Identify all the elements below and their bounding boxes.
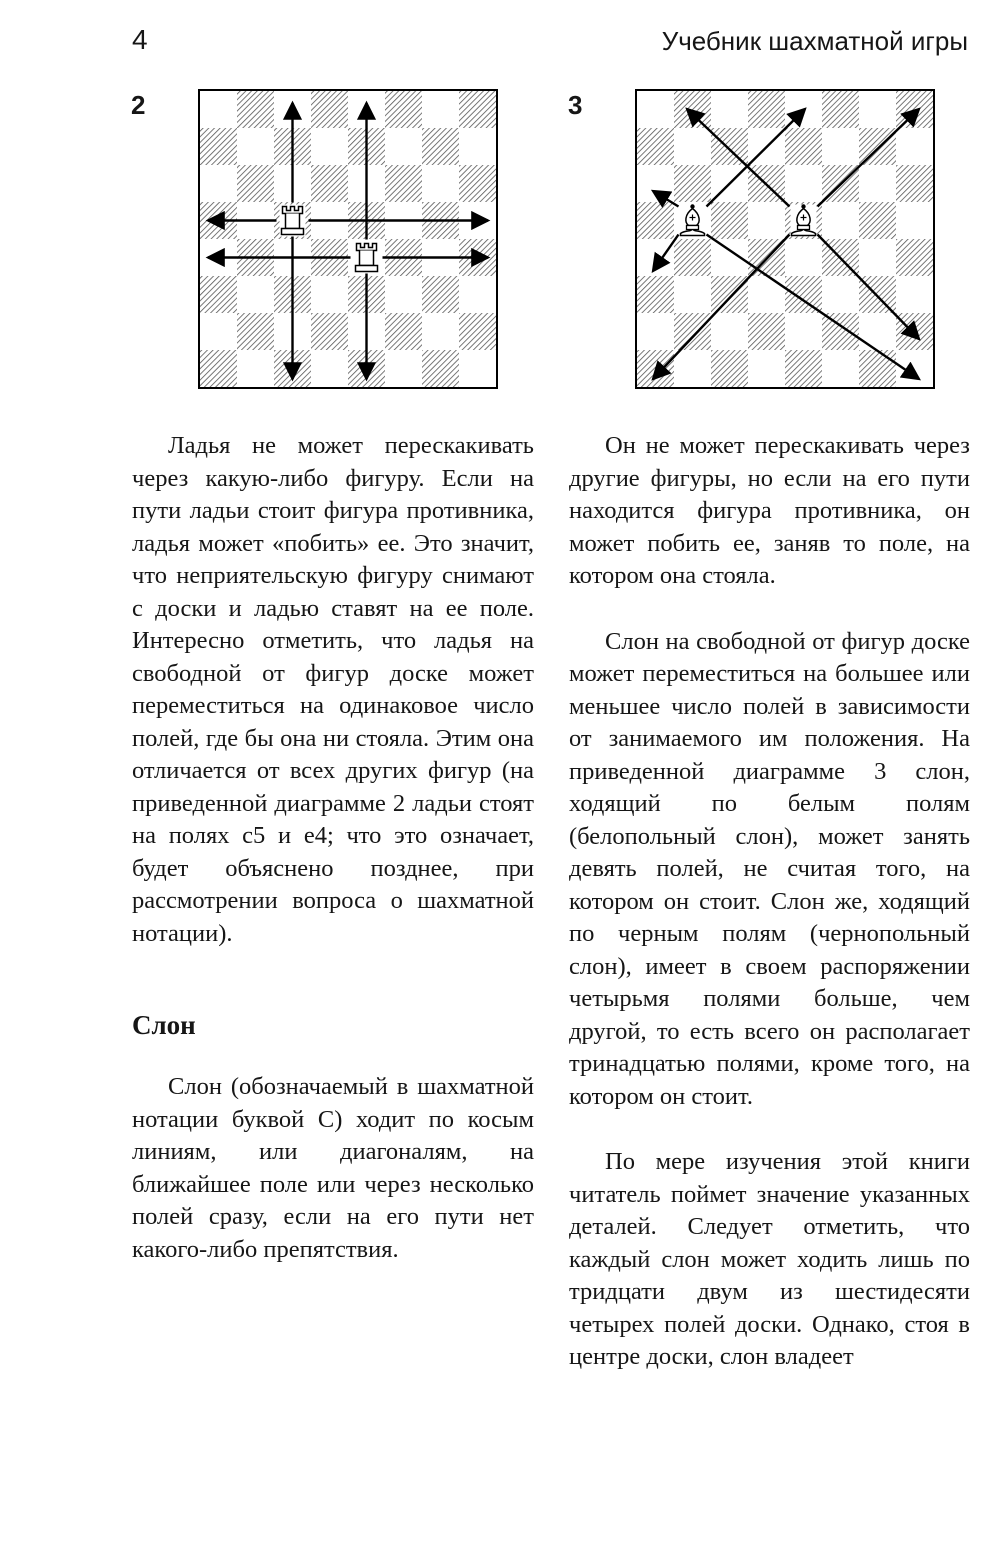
dark-square <box>311 165 348 202</box>
dark-square <box>748 91 785 128</box>
diagram-2-label: 2 <box>131 90 146 120</box>
dark-square <box>674 165 711 202</box>
right-paragraph-2: Слон на свободной от фигур доске может переместиться на большее или меньшее число полей в зависимости от занимаемого им положения. На приведенной диаграмме 3 слон, ходящий по белым полям (белопольный слон), может занять девять полей, не считая того, на котором он стоит. Слон же, ходящий по черным полям (чернопольный слон), имеет в своем распоряжении четырьмя полями больше, чем другой, то есть всего он располагает тринадцатью полями, кроме того, на котором он стоит. <box>569 627 970 1110</box>
page-number: 4 <box>132 24 148 55</box>
left-paragraph-1: Ладья не может перескакивать через какую-либо фигуру. Если на пути ладьи стоит фигура противника, ладья может «побить» ее. Это значит, что неприятельскую фигуру снимают с доски и ладью ставят на ее поле. Интересно отметить, что ладья на свободной от фигур доске может переместиться на одинаковое число полей, где бы она ни стояла. Этим она отличается от всех других фигур (на приведенной диаграмме 2 ладьи стоят на полях c5 и e4; что это означает, будет объяснено позднее, при рассмотрении вопроса о шахматной нотации). <box>132 432 534 947</box>
right-paragraph-1: Он не может перескакивать через другие фигуры, но если на его пути находится фигура противника, он может побить ее, заняв то поле, на котором она стояла. <box>569 432 970 589</box>
dark-square <box>896 165 933 202</box>
diagram-3-board <box>635 89 935 389</box>
dark-square <box>896 91 933 128</box>
dark-square <box>674 239 711 276</box>
rook-piece <box>280 205 306 237</box>
dark-square <box>785 350 822 387</box>
dark-square <box>459 91 496 128</box>
diagram-2-svg <box>200 91 496 387</box>
dark-square <box>896 239 933 276</box>
dark-square <box>785 128 822 165</box>
dark-square <box>311 91 348 128</box>
diagram-3-label: 3 <box>568 90 583 120</box>
dark-square <box>711 350 748 387</box>
right-paragraph-3: По мере изучения этой книги читатель поймет значение указанных деталей. Следует отметить, что каждый слон может ходить лишь по тридцати двум из шестидесяти четырех полей доски. Однако, стоя в центре доски, слон владеет <box>569 1148 970 1370</box>
left-paragraph-2: Слон (обозначаемый в шахматной нотации буквой С) ходит по косым линиям, или диагоналям, на ближайшее поле или через несколько полей сразу, если на его пути нет какого-либо препятствия. <box>132 1073 534 1263</box>
dark-square <box>200 276 237 313</box>
dark-square <box>237 313 274 350</box>
left-column <box>132 430 534 1266</box>
dark-square <box>711 128 748 165</box>
bishop-piece <box>680 204 706 236</box>
dark-square <box>237 91 274 128</box>
dark-square <box>237 165 274 202</box>
diagram-3-svg <box>637 91 933 387</box>
dark-square <box>711 202 748 239</box>
right-column <box>569 430 970 1374</box>
dark-square <box>674 313 711 350</box>
dark-square <box>637 202 674 239</box>
dark-square <box>822 313 859 350</box>
dark-square <box>385 91 422 128</box>
dark-square <box>200 350 237 387</box>
dark-square <box>459 313 496 350</box>
dark-square <box>422 276 459 313</box>
dark-square <box>748 313 785 350</box>
rook-piece <box>354 242 380 274</box>
diagram-2-board <box>198 89 498 389</box>
dark-square <box>459 165 496 202</box>
dark-square <box>637 128 674 165</box>
dark-square <box>637 350 674 387</box>
dark-square <box>385 313 422 350</box>
dark-square <box>822 91 859 128</box>
dark-square <box>422 350 459 387</box>
dark-square <box>311 313 348 350</box>
dark-square <box>422 128 459 165</box>
section-heading-bishop: Слон <box>132 1010 196 1040</box>
dark-square <box>200 128 237 165</box>
running-title: Учебник шахматной игры <box>661 26 968 56</box>
dark-square <box>674 91 711 128</box>
bishop-piece <box>791 204 817 236</box>
dark-square <box>385 165 422 202</box>
dark-square <box>785 276 822 313</box>
dark-square <box>859 128 896 165</box>
dark-square <box>711 276 748 313</box>
dark-square <box>637 276 674 313</box>
dark-square <box>896 313 933 350</box>
dark-square <box>859 202 896 239</box>
dark-square <box>859 350 896 387</box>
